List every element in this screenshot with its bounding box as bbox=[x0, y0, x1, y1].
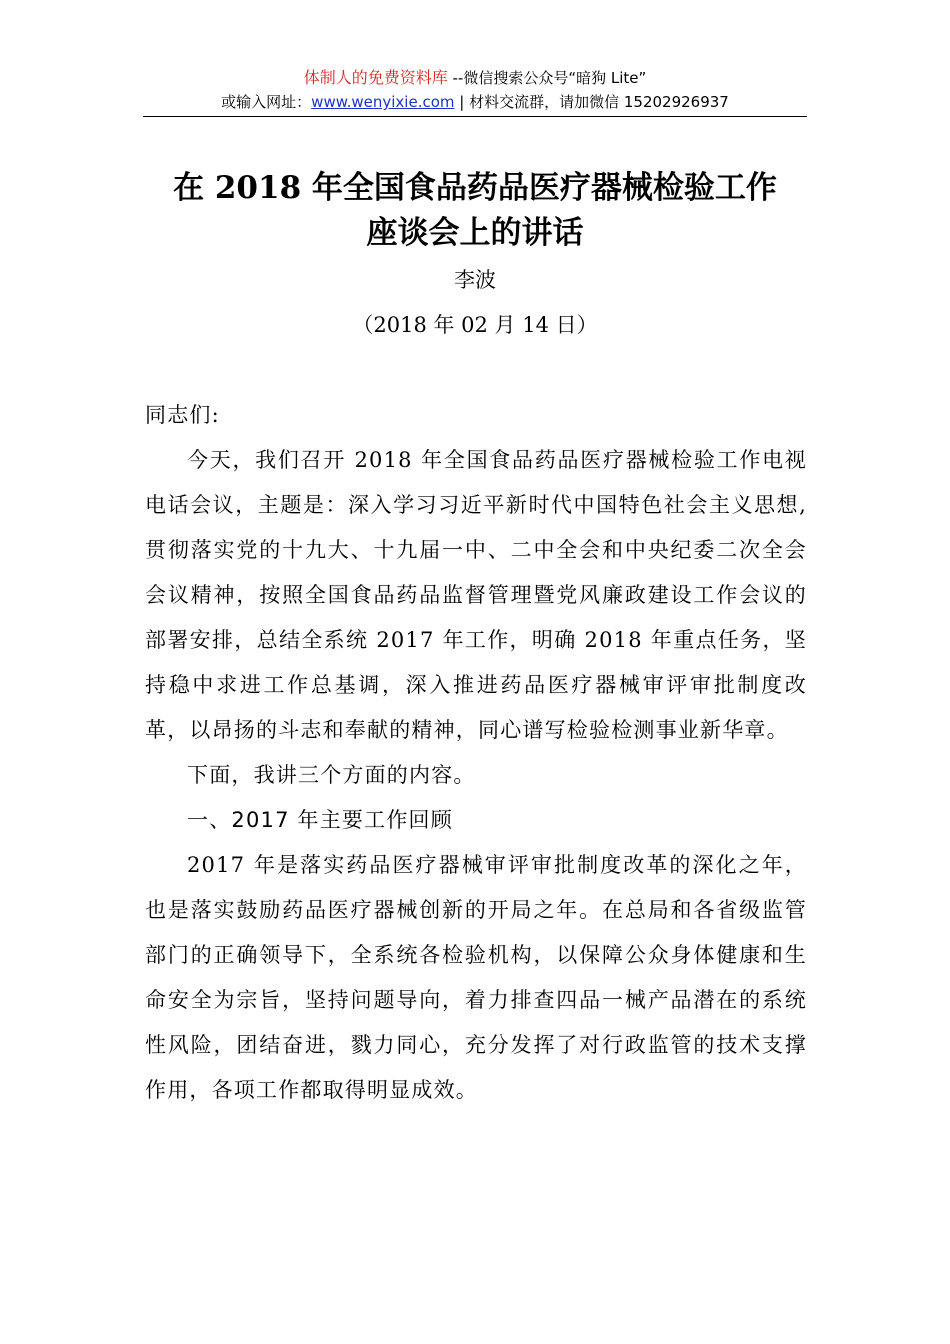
paragraph-intro: 今天，我们召开 2018 年全国食品药品医疗器械检验工作电视电话会议，主题是：深入学习习近平新时代中国特色社会主义思想,贯彻落实党的十九大、十九届一中、二中全会和中央纪委二次全会会议精神，按照全国食品药品监督管理暨党风廉政建设工作会议的部署安排，总结全系统 2017 年工作，明确 2018 年重点任务，坚持稳中求进工作总基调，深入推进药品医疗器械审评审批制度改革，以昂扬的斗志和奉献的精神，同心谱写检验检测事业新华章。 bbox=[145, 448, 807, 742]
document-title bbox=[143, 166, 807, 256]
url-prefix: 或输入网址： bbox=[221, 93, 312, 111]
author: 李波 bbox=[454, 268, 496, 292]
document-body bbox=[145, 393, 807, 1113]
wechat-note: --微信搜索公众号“暗狗 Lite” bbox=[447, 69, 647, 87]
header-line-2 bbox=[143, 90, 807, 114]
paragraph-section-1: 2017 年是落实药品医疗器械审评审批制度改革的深化之年，也是落实鼓励药品医疗器械创新的开局之年。在总局和各省级监管部门的正确领导下，全系统各检验机构，以保障公众身体健康和生命安全为宗旨，坚持问题导向，着力排查四品一械产品潜在的系统性风险，团结奋进，戮力同心，充分发挥了对行政监管的技术支撑作用，各项工作都取得明显成效。 bbox=[145, 853, 807, 1102]
paragraph-outline: 下面，我讲三个方面的内容。 bbox=[187, 763, 476, 787]
salutation: 同志们: bbox=[145, 403, 220, 427]
header-line-1 bbox=[143, 66, 807, 90]
speech-date: （2018 年 02 月 14 日） bbox=[352, 313, 598, 337]
header-divider bbox=[143, 116, 807, 117]
brand-name: 体制人的免费资料库 bbox=[303, 68, 448, 87]
title-line-2: 座谈会上的讲话 bbox=[366, 215, 584, 251]
contact-info: | 材料交流群，请加微信 15202926937 bbox=[454, 93, 729, 111]
title-line-1: 在 2018 年全国食品药品医疗器械检验工作 bbox=[173, 170, 777, 206]
section-heading-1: 一、2017 年主要工作回顾 bbox=[187, 808, 453, 832]
page-header bbox=[143, 66, 807, 114]
website-link[interactable]: www.wenyixie.com bbox=[311, 93, 455, 111]
